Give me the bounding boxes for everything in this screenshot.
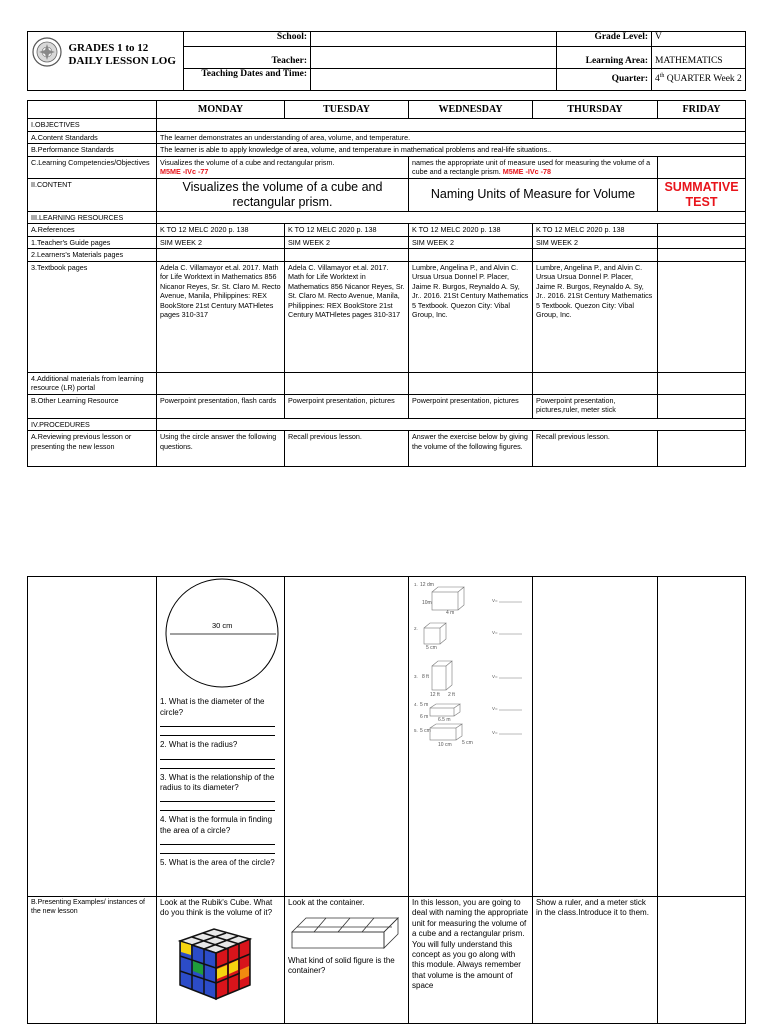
- dim-label: 5 cm: [462, 740, 473, 746]
- answer-line: [160, 718, 275, 727]
- cont-label-empty: [28, 577, 157, 897]
- circle-diagram: [160, 578, 280, 690]
- content-friday: SUMMATIVE TEST: [658, 178, 746, 211]
- quarter-suffix: th: [659, 73, 665, 80]
- day-tuesday: TUESDAY: [285, 101, 409, 119]
- teachers-guide-thu: SIM WEEK 2: [533, 236, 658, 249]
- learning-resources-empty: [157, 211, 746, 224]
- other-resources-wed: Powerpoint presentation, pictures: [409, 394, 533, 418]
- dim-label: 10m: [422, 600, 432, 606]
- answer-line: [160, 760, 275, 769]
- title-line-1: GRADES 1 to 12: [68, 42, 149, 54]
- exercise-figures: [412, 578, 530, 748]
- additional-materials-label: 4.Additional materials from learning resource (LR) portal: [28, 372, 157, 394]
- dim-label: 10 cm: [438, 742, 452, 748]
- corner-cell: [28, 101, 157, 119]
- teachers-guide-mon: SIM WEEK 2: [157, 236, 285, 249]
- teachers-guide-fri: [658, 236, 746, 249]
- continuation-table: [27, 576, 746, 1024]
- references-thu: K TO 12 MELC 2020 p. 138: [533, 224, 658, 237]
- presenting-tue: [285, 897, 409, 1024]
- dim-label: 6 m: [420, 714, 429, 720]
- competency-mon-code: M5ME -IVc -77: [160, 167, 209, 176]
- presenting-thu: Show a ruler, and a meter stick in the class.Introduce it to them.: [533, 897, 658, 1024]
- competencies-friday: [658, 156, 746, 178]
- dim-label: 5 cm: [420, 728, 431, 734]
- performance-standards-label: B.Performance Standards: [28, 144, 157, 157]
- dim-label: 6.5 m: [438, 717, 451, 723]
- question-1: 1. What is the diameter of the circle?: [160, 697, 265, 717]
- other-resources-fri: [658, 394, 746, 418]
- dim-label: 8 ft: [422, 674, 429, 680]
- textbook-tue: Adela C. Villamayor et.al. 2017. Math for Life Worktext in Mathematics 856 Nicanor Reyes, Sr. St. Claro M. Recto Avenue, Manila, Philippines: REX BookStore 21st Century MATHletes pages 310-317: [285, 261, 409, 372]
- container-image: [288, 912, 400, 952]
- textbook-mon: Adela C. Villamayor et.al. 2017. Math for Life Worktext in Mathematics 856 Nicanor Reyes, Sr. St. Claro M. Recto Avenue, Manila, Philippines: REX BookStore 21st Century MATHletes pages 310-317: [157, 261, 285, 372]
- dim-label: 5 cm: [426, 645, 437, 651]
- objectives-empty: [157, 119, 746, 132]
- dim-label: 4 m: [446, 610, 455, 616]
- dim-label: 12 ft: [430, 692, 440, 698]
- dim-label: 5 m: [420, 702, 429, 708]
- content-standards-text: The learner demonstrates an understanding of area, volume, and temperature.: [157, 131, 746, 144]
- competency-wed-text: names the appropriate unit of measure used for measuring the volume of a cube and a rectangle prism.: [412, 157, 651, 176]
- container-question: What kind of solid figure is the container?: [288, 955, 395, 976]
- exercise-item-4: 4.: [414, 702, 418, 707]
- box-prism-figure: [430, 724, 462, 740]
- procedures-heading: IV.PROCEDURES: [28, 418, 157, 431]
- log-title: [66, 32, 184, 91]
- learning-resources-heading: III.LEARNING RESOURCES: [28, 211, 157, 224]
- procedures-empty: [157, 418, 746, 431]
- teaching-dates-label: Teaching Dates and Time:: [184, 69, 311, 91]
- quarter-label: Quarter:: [557, 69, 652, 91]
- deped-seal-icon: [31, 33, 63, 73]
- quarter-value: [652, 69, 746, 91]
- day-friday: FRIDAY: [658, 101, 746, 119]
- question-4: 4. What is the formula in finding the area of a circle?: [160, 815, 273, 835]
- textbook-thu: Lumbre, Angelina P., and Alvin C. Ursua Ursua Donnel P. Placer, Jaime R. Burgos, Reynaldo A. Sy, Jr.. 2016. 21St Century Mathematics 5 Textbook. Quezon City: Vibal Group, Inc.: [533, 261, 658, 372]
- competencies-monday: [157, 156, 409, 178]
- exercise-item-5: 5.: [414, 728, 418, 733]
- presenting-wed: In this lesson, you are going to deal with naming the appropriate unit for measuring the volume of a cube and a rectangular prism. You will fully understand this concept as you go along with this module. Always remember that volume is the amount of space: [409, 897, 533, 1024]
- dim-label: 12 dm: [420, 582, 434, 588]
- school-label: School:: [184, 32, 311, 47]
- teachers-guide-label: 1.Teacher's Guide pages: [28, 236, 157, 249]
- competencies-wednesday: [409, 156, 658, 178]
- other-resources-tue: Powerpoint presentation, pictures: [285, 394, 409, 418]
- teacher-value: [311, 47, 557, 69]
- answer-line: [160, 727, 275, 736]
- rubiks-cube-image: [172, 925, 258, 1001]
- content-standards-label: A.Content Standards: [28, 131, 157, 144]
- learning-area-label: Learning Area:: [557, 47, 652, 69]
- cont-thu-empty: [533, 577, 658, 897]
- answer-prefix: V=: [492, 730, 498, 735]
- quarter-week: QUARTER Week 2: [666, 74, 742, 85]
- answer-prefix: V=: [492, 674, 498, 679]
- other-resources-label: B.Other Learning Resource: [28, 394, 157, 418]
- textbook-fri: [658, 261, 746, 372]
- answer-line: [160, 751, 275, 760]
- exercise-figures-cell: [409, 577, 533, 897]
- exercise-item-1: 1.: [414, 582, 418, 587]
- container-prompt: Look at the container.: [288, 898, 365, 907]
- dim-label: 2 ft: [448, 692, 455, 698]
- rectangular-prism-figure: [432, 587, 464, 610]
- header-table: [27, 31, 746, 91]
- other-resources-thu: Powerpoint presentation, pictures,ruler, meter stick: [533, 394, 658, 418]
- lesson-log-table: [27, 100, 746, 467]
- answer-prefix: V=: [492, 598, 498, 603]
- presenting-mon: [157, 897, 285, 1024]
- other-resources-mon: Powerpoint presentation, flash cards: [157, 394, 285, 418]
- teachers-guide-tue: SIM WEEK 2: [285, 236, 409, 249]
- question-2: 2. What is the radius?: [160, 740, 238, 750]
- competency-wed-code: M5ME -IVc -78: [502, 167, 552, 176]
- reviewing-wed: Answer the exercise below by giving the volume of the following figures.: [409, 431, 533, 467]
- references-fri: [658, 224, 746, 237]
- grade-level-label: Grade Level:: [557, 32, 652, 47]
- content-monday: Visualizes the volume of a cube and rectangular prism.: [157, 178, 409, 211]
- references-label: A.References: [28, 224, 157, 237]
- references-mon: K TO 12 MELC 2020 p. 138: [157, 224, 285, 237]
- circle-questions-cell: [157, 577, 285, 897]
- day-thursday: THURSDAY: [533, 101, 658, 119]
- day-wednesday: WEDNESDAY: [409, 101, 533, 119]
- exercise-item-3: 3.: [414, 674, 418, 679]
- textbook-wed: Lumbre, Angelina P., and Alvin C. Ursua Ursua Donnel P. Placer, Jaime R. Burgos, Reynaldo A. Sy, Jr.. 2016. 21St Century Mathematics 5 Textbook. Quezon City: Vibal Group, Inc.: [409, 261, 533, 372]
- cont-fri-empty: [658, 577, 746, 897]
- performance-standards-text: The learner is able to apply knowledge of area, volume, and temperature in mathematical problems and real-life situations..: [157, 144, 746, 157]
- answer-line: [160, 845, 275, 854]
- answer-line: [160, 793, 275, 802]
- tall-prism-figure: [432, 661, 452, 690]
- question-5: 5. What is the area of the circle?: [160, 858, 275, 868]
- learning-area-value: MATHEMATICS: [652, 47, 746, 69]
- objectives-heading: I.OBJECTIVES: [28, 119, 157, 132]
- cube-figure: [424, 623, 446, 644]
- school-value: [311, 32, 557, 47]
- textbook-label: 3.Textbook pages: [28, 261, 157, 372]
- learners-materials-label: 2.Learners's Materials pages: [28, 249, 157, 262]
- question-3: 3. What is the relationship of the radius to its diameter?: [160, 772, 275, 792]
- circle-diameter-label: 30 cm: [212, 621, 233, 630]
- reviewing-mon: Using the circle answer the following questions.: [157, 431, 285, 467]
- competencies-label: C.Learning Competencies/Objectives: [28, 156, 157, 178]
- title-line-2: DAILY LESSON LOG: [68, 55, 176, 68]
- answer-prefix: V=: [492, 630, 498, 635]
- presenting-fri: [658, 897, 746, 1024]
- competency-mon-text: Visualizes the volume of a cube and rectangular prism.: [160, 157, 335, 167]
- presenting-label: B.Presenting Examples/ instances of the new lesson: [28, 897, 157, 1024]
- content-wednesday: Naming Units of Measure for Volume: [409, 178, 658, 211]
- answer-prefix: V=: [492, 706, 498, 711]
- rubiks-question: Look at the Rubik's Cube. What do you think is the volume of it?: [160, 898, 273, 918]
- answer-line: [160, 802, 275, 811]
- teaching-dates-value: [311, 69, 557, 91]
- grade-level-value: V: [652, 32, 746, 47]
- reviewing-tue: Recall previous lesson.: [285, 431, 409, 467]
- cont-tue-empty: [285, 577, 409, 897]
- reviewing-label: A.Reviewing previous lesson or presenting the new lesson: [28, 431, 157, 467]
- answer-line: [160, 836, 275, 845]
- flat-prism-figure: [430, 704, 460, 716]
- logo-cell: [28, 32, 66, 91]
- content-label: II.CONTENT: [28, 178, 157, 211]
- day-monday: MONDAY: [157, 101, 285, 119]
- references-wed: K TO 12 MELC 2020 p. 138: [409, 224, 533, 237]
- teachers-guide-wed: SIM WEEK 2: [409, 236, 533, 249]
- reviewing-fri: [658, 431, 746, 467]
- teacher-label: Teacher:: [184, 47, 311, 69]
- quarter-number: 4: [655, 74, 660, 85]
- exercise-item-2: 2.: [414, 626, 418, 631]
- references-tue: K TO 12 MELC 2020 p. 138: [285, 224, 409, 237]
- reviewing-thu: Recall previous lesson.: [533, 431, 658, 467]
